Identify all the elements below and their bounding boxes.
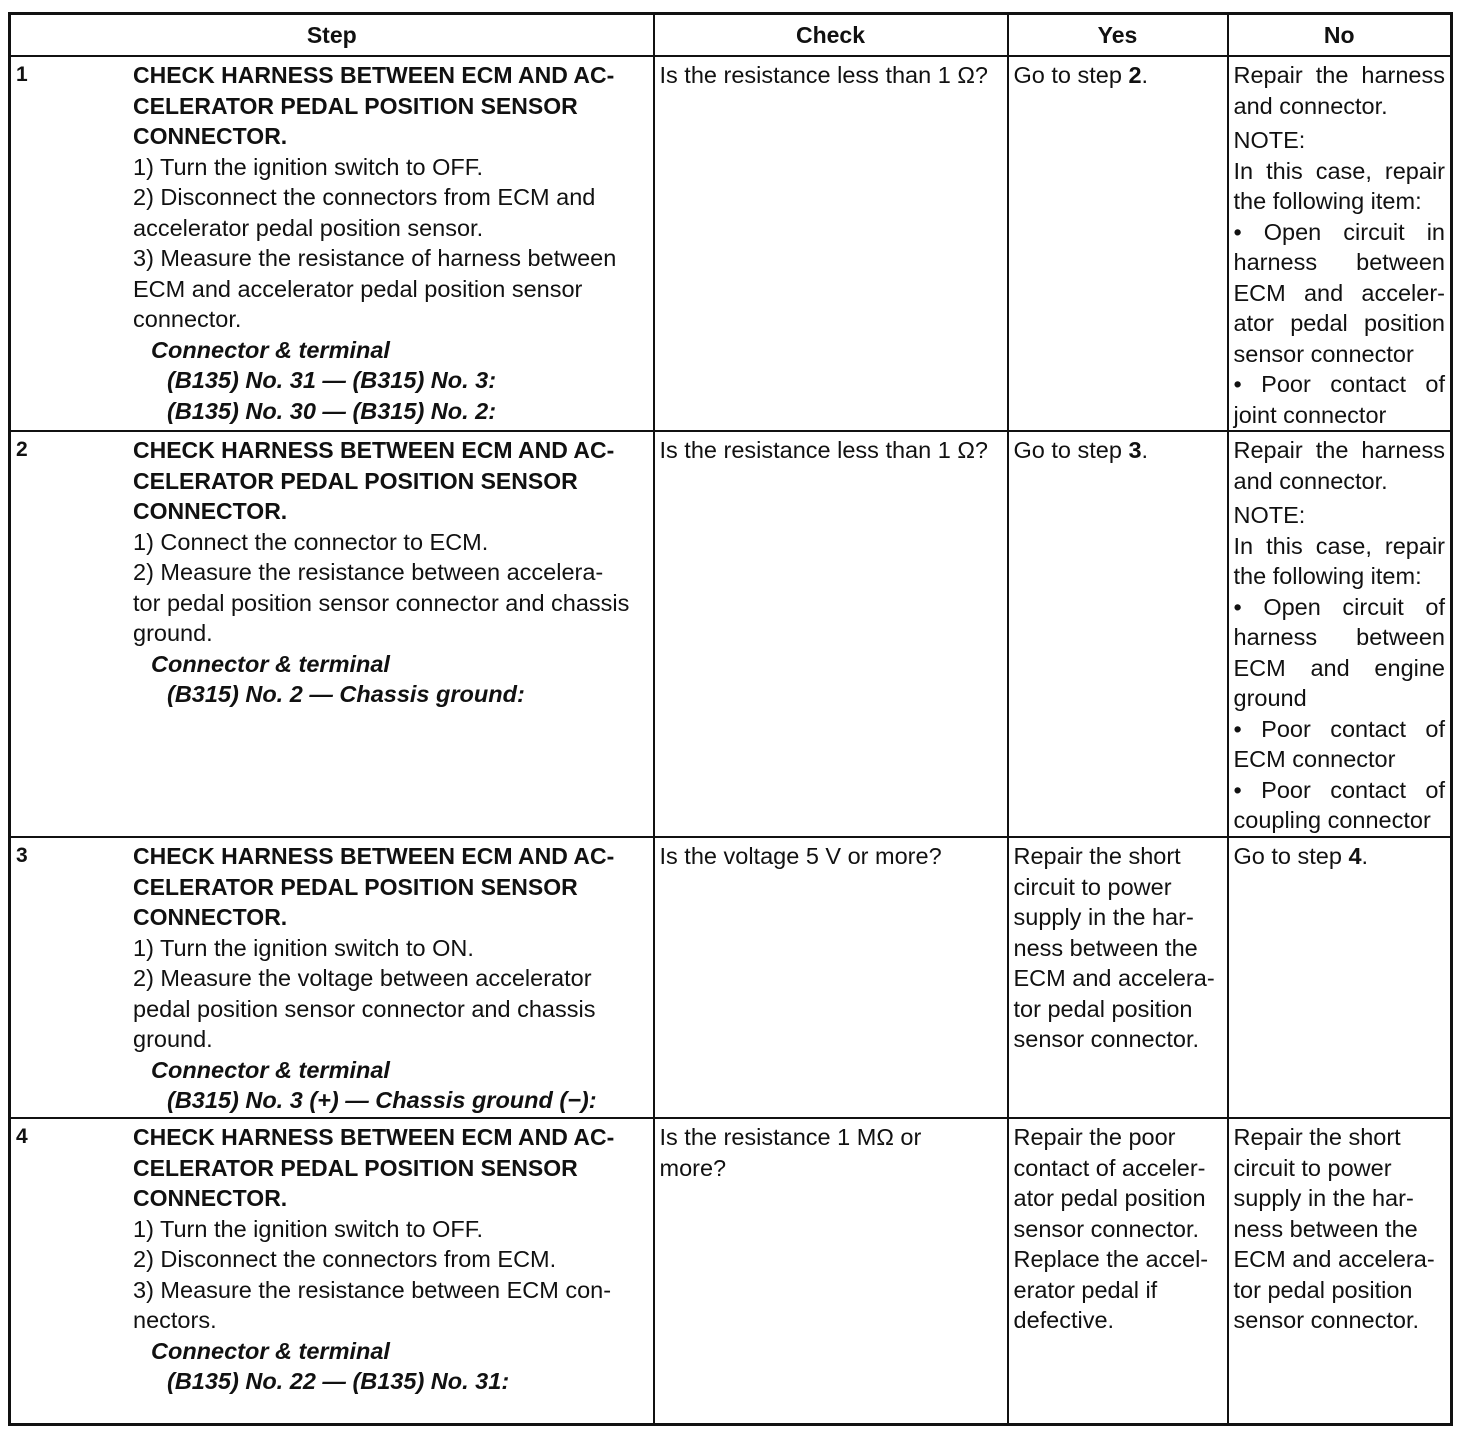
step-instructions: 1) Connect the connector to ECM. 2) Measure the resistance between accelera- tor pedal position sensor connector and chassis ground. [133, 528, 630, 646]
step-cell [10, 1118, 654, 1425]
check-text: Is the voltage 5 V or more? [659, 843, 942, 869]
header-yes: Yes [1008, 14, 1228, 57]
header-step: Step [10, 14, 654, 57]
check-text: Is the resistance less than 1 Ω? [659, 62, 988, 88]
check-cell [654, 56, 1008, 431]
connector-terminal-line: (B315) No. 2 — Chassis ground: [167, 681, 525, 707]
connector-terminal-line: (B315) No. 3 (+) — Chassis ground (−): [167, 1087, 597, 1113]
yes-text: Repair the poor contact of acceler- ator pedal position sensor connector. Replace the accel- erator pedal if defective. [1013, 1124, 1209, 1333]
step-cell [10, 56, 654, 431]
connector-terminal-title: Connector & terminal [151, 1337, 390, 1364]
step-instructions: 1) Turn the ignition switch to OFF. 2) Disconnect the connectors from ECM and accelerator pedal position sensor. 3) Measure the resistance of harness between ECM and accelerator pedal position sensor connector. [133, 153, 617, 332]
table-row [10, 56, 1452, 431]
no-text: Repair the short circuit to power supply in the har- ness between the ECM and accelera- tor pedal position sensor connector. [1233, 1124, 1435, 1333]
yes-text: Go to step 3. [1013, 437, 1149, 463]
check-text: Is the resistance less than 1 Ω? [659, 437, 988, 463]
check-cell [654, 431, 1008, 837]
connector-terminal-title: Connector & terminal [151, 336, 390, 363]
no-text: Go to step 4. [1233, 843, 1369, 869]
yes-text: Repair the short circuit to power supply in the har- ness between the ECM and accelera- tor pedal position sensor connector. [1013, 843, 1215, 1052]
header-no: No [1228, 14, 1452, 57]
no-cell [1228, 1118, 1452, 1425]
connector-terminal-line: (B135) No. 22 — (B135) No. 31: [167, 1368, 510, 1394]
yes-text: Go to step 2. [1013, 62, 1149, 88]
check-cell [654, 1118, 1008, 1425]
check-cell [654, 837, 1008, 1118]
no-cell [1228, 56, 1452, 431]
table-row [10, 837, 1452, 1118]
step-heading: CHECK HARNESS BETWEEN ECM AND AC- CELERATOR PEDAL POSITION SENSOR CONNECTOR. [133, 62, 615, 149]
step-number: 1 [16, 63, 28, 86]
no-text: Repair the harness and connector. NOTE: In this case, repair the following item: • Open circuit in harness between ECM and acceler- ator pedal position sensor connector • Poor contact of joint connector [1233, 62, 1445, 428]
step-instructions: 1) Turn the ignition switch to ON. 2) Measure the voltage between accelerator pedal position sensor connector and chassis ground. [133, 934, 596, 1052]
step-cell [10, 431, 654, 837]
no-text: Repair the harness and connector. NOTE: In this case, repair the following item: • Open circuit of harness between ECM and engine ground • Poor contact of ECM connector • Poor contact of coupling connector [1233, 437, 1445, 833]
step-heading: CHECK HARNESS BETWEEN ECM AND AC- CELERATOR PEDAL POSITION SENSOR CONNECTOR. [133, 843, 615, 930]
step-number: 2 [16, 438, 28, 461]
check-text: Is the resistance 1 MΩ or more? [659, 1124, 922, 1181]
step-number: 3 [16, 844, 28, 867]
yes-cell [1008, 837, 1228, 1118]
step-cell [10, 837, 654, 1118]
no-cell [1228, 431, 1452, 837]
yes-cell [1008, 56, 1228, 431]
connector-terminal-line: (B135) No. 31 — (B315) No. 3: [167, 367, 497, 393]
diagnostic-table [8, 12, 1453, 1426]
header-row [10, 14, 1452, 57]
yes-cell [1008, 431, 1228, 837]
connector-terminal-title: Connector & terminal [151, 650, 390, 677]
step-number: 4 [16, 1125, 28, 1148]
connector-terminal-line: (B135) No. 30 — (B315) No. 2: [167, 397, 497, 424]
table-row [10, 431, 1452, 837]
step-heading: CHECK HARNESS BETWEEN ECM AND AC- CELERATOR PEDAL POSITION SENSOR CONNECTOR. [133, 437, 615, 524]
yes-cell [1008, 1118, 1228, 1425]
step-heading: CHECK HARNESS BETWEEN ECM AND AC- CELERATOR PEDAL POSITION SENSOR CONNECTOR. [133, 1124, 615, 1211]
step-instructions: 1) Turn the ignition switch to OFF. 2) Disconnect the connectors from ECM. 3) Measure the resistance between ECM con- nectors. [133, 1215, 612, 1333]
no-cell [1228, 837, 1452, 1118]
connector-terminal-title: Connector & terminal [151, 1056, 390, 1083]
header-check: Check [654, 14, 1008, 57]
table-row [10, 1118, 1452, 1425]
